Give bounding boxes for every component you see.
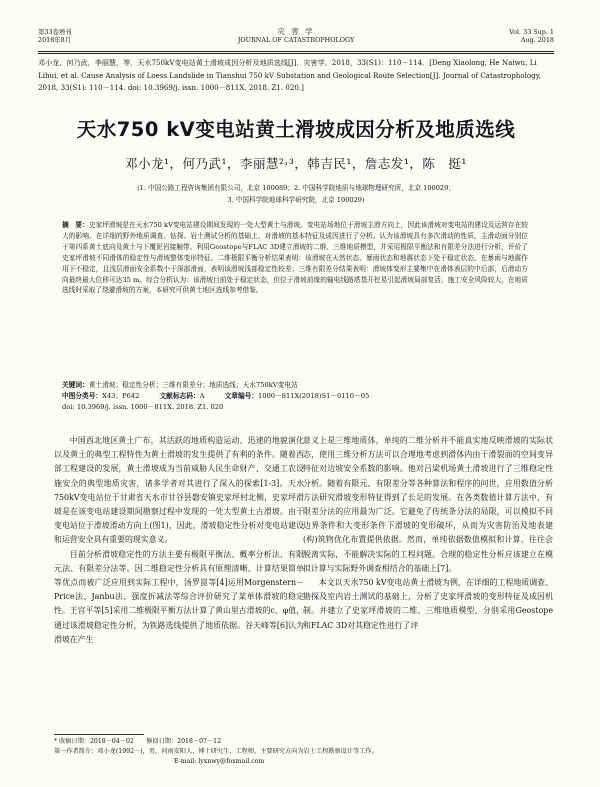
footnote-author: 第一作者简介：邓小龙(1992－)，男，河南安阳人，博士研究生，工程师，主要研究方向为岩土工程勘察设计等工作。 [54, 748, 378, 755]
paragraph: 中国西北地区黄土广布，其活跃的地质构造运动、迅速的地貌演化以及黄土的典型工程特性为黄土滑坡的发生提供了有利的条件。随着西部工程建设的发展，黄土滑坡成为当前威胁人民生命财产、交通工农设施安全的典型地质灾害，诸多学者对其进行了深入的探索[1-3]。天水750kV变电站位于甘肃省天水市甘谷县磐安镇史家坪村北侧，史家坪滑坡是在该变电站建设期间勘察过程中发现的一处大型黄土古滑坡。由于变电站位于滑坡滑动方向上(图1)，因此，滑坡稳定性分析对变电站建设和运营安全具有重要的现实意义。 [54, 436, 304, 545]
body-column-left [54, 434, 304, 647]
header-journal: 灾 害 学 JOURNAL OF CATASTROPHOLOGY [237, 27, 355, 44]
running-header [38, 28, 554, 50]
paper-title: 天水750 kV变电站黄土滑坡成因分析及地质选线 [76, 118, 516, 141]
classification-line [62, 391, 532, 402]
keywords-label: 关键词： [62, 381, 89, 389]
doi: doi: 10.3969/j. issn. 1000－811X. 2018. Z1. 020 [62, 403, 224, 411]
body-column-right [303, 434, 553, 633]
footnotes [54, 737, 554, 767]
paragraph: 目前分析滑坡稳定性的方法主要有极限平衡法、概率分析法、有限元法、有限差分法等。因二维稳定性分析具有原理清晰、计算结果简单等优点而被广泛应用到实际工程中，汤罗崑等[4]运用Morgenstern－Price法、Janbu法、强度折减法等综合评价研究了某单体滑坡的稳定性。王宫平等[5]采用二维极限平衡方法计算了黄山里古滑坡的c、φ值，通过该滑坡稳定性分析，为铁路选线提供了地质依据。谷天峰等[6]认为滑坡在产生 [54, 549, 304, 644]
header-volume: 第33卷增刊 2018年8月 [38, 28, 72, 44]
affiliations: (1. 中国公路工程咨询集团有限公司，北京 100089；2. 中国科学院地质与地球物理研究所，北京 100029； 3. 中国科学院地球科学研究院，北京 100029) [137, 184, 455, 204]
abstract-label: 摘 要： [62, 221, 89, 229]
citation: 邓小龙，何乃武，李丽慧，等．天水750kV变电站黄土滑坡成因分析及地质选线[J]．灾害学，2018，33(S1)：110－114．[Deng Xiaolong, He Naiwu, Li Lihui, et al. Cause Analysis of Loess Landslide in Tianshui 750 kV Substation and Geological Route Selection[J]. Journal of Catastrophology, 2018, 33(S1): 110－114. doi: 10.3969/j. issn. 1000－811X. 2018. Z1. 020.] [38, 58, 542, 92]
footnote-rule [54, 734, 144, 735]
authors: 邓小龙¹，何乃武¹，李丽慧²˒³，韩吉民¹，詹志发¹，陈 挺¹ [125, 156, 467, 171]
header-rule [38, 51, 554, 52]
keywords [62, 380, 532, 391]
keywords-text: 黄土滑坡；稳定性分析；三维有限差分；地质选线；天水750kV变电站 [88, 381, 298, 389]
header-volume-en: Vol. 33 Sup. 1 Aug. 2018 [509, 28, 554, 44]
clc: 中图分类号：X43；P642 [62, 392, 140, 400]
abstract [62, 220, 528, 296]
header-rule-thin [38, 53, 554, 54]
footnote-dates: * 收稿日期：2018－04－02 修回日期：2018－07－12 [54, 738, 222, 745]
document-code: 文献标志码：A [159, 392, 205, 400]
article-id: 文章编号：1000－811X(2018)S1－0110－05 [224, 392, 370, 400]
paragraph: 意义上是三维地质体，单纯的二维分析并不能真实地反映滑坡的实际状态，使用三维分析方法可以合理地考虑到滑体内由于滑裂面的空间变异特征对边坡安全系数的影响。他对吕梁机场黄土滑坡进行了三维稳定性分析。随着有限元、有限差分等各种算法和程序的问世，应用数值分析方法研究滑坡变形特征得到了长足的发展。在各类数值计算方法中，有限差分法的应用最为广泛。它避免了传统条分法的局限，可以模拟不同边界条件和大变形条件下滑坡的变形破坏，从而为灾害防治及地表建(构)筑物优化布置提供依据。然而，单纯依据数值模拟和计算，往往会脱离实际，不能解决实际的工程问题。合理的稳定性分析应该建立在模拟计算与实际野外调查相结合的基础上[7]。 [303, 436, 553, 573]
paragraph: 本文以天水750 kV变电站黄土滑坡为例，在详细的工程地质调查、勘探及室内岩土测试的基础上，分析了史家坪滑坡的变形特征及成因机制。并建立了史家坪滑坡的二维、三维地质模型，分别采用Geostope和FLAC 3D对其稳定性进行了评 [303, 578, 553, 630]
abstract-text: 史家坪滑坡是在天水750 kV变电站建设期间发现的一处大型黄土与滑坡。变电站场地位于滑坡主滑方向上，因此该滑坡对变电站的建设及运营存在较大的影响。在详细的野外地质调查、钻探、岩土测试分析的基础上，对滑坡的基本特征及成因进行了分析。认为该滑坡具有多次滑动的性质，主滑动面分别位于第四系黄土底向及黄土与下覆泥岩接触带。利用Geostope与FLAC 3D建立滑坡的二维、三维地质模型，并采用极限平衡法和有限差分法进行分析，评价了史家坪滑坡不同滑体的稳定性与滑坡整体变形特征。二维极限平衡分析结果表明：该滑坡在天然状态、暴雨状态和地震状态下处于稳定状态，在暴雨与地震作用下不稳定，且浅层滑面安全系数小于深部滑面，表明该滑坡浅部稳定性较差；三维有限差分结果表明：滑坡体变形主要集中在滑体表层的中后部，后滑动方向最终最大位移可达35 m。综合分析认为：该滑坡目前处于稳定状态，但位于滑坡前缘的输电线路塔基开挖易引起滑坡局部复活，施工安全风险较大，在地质选线时采取了绕避滑坡的方案，本研究可供黄土地区选线参考借鉴。 [62, 221, 528, 295]
footnote-email: E-mail: lyxnwy@foxmail.com [174, 758, 265, 765]
